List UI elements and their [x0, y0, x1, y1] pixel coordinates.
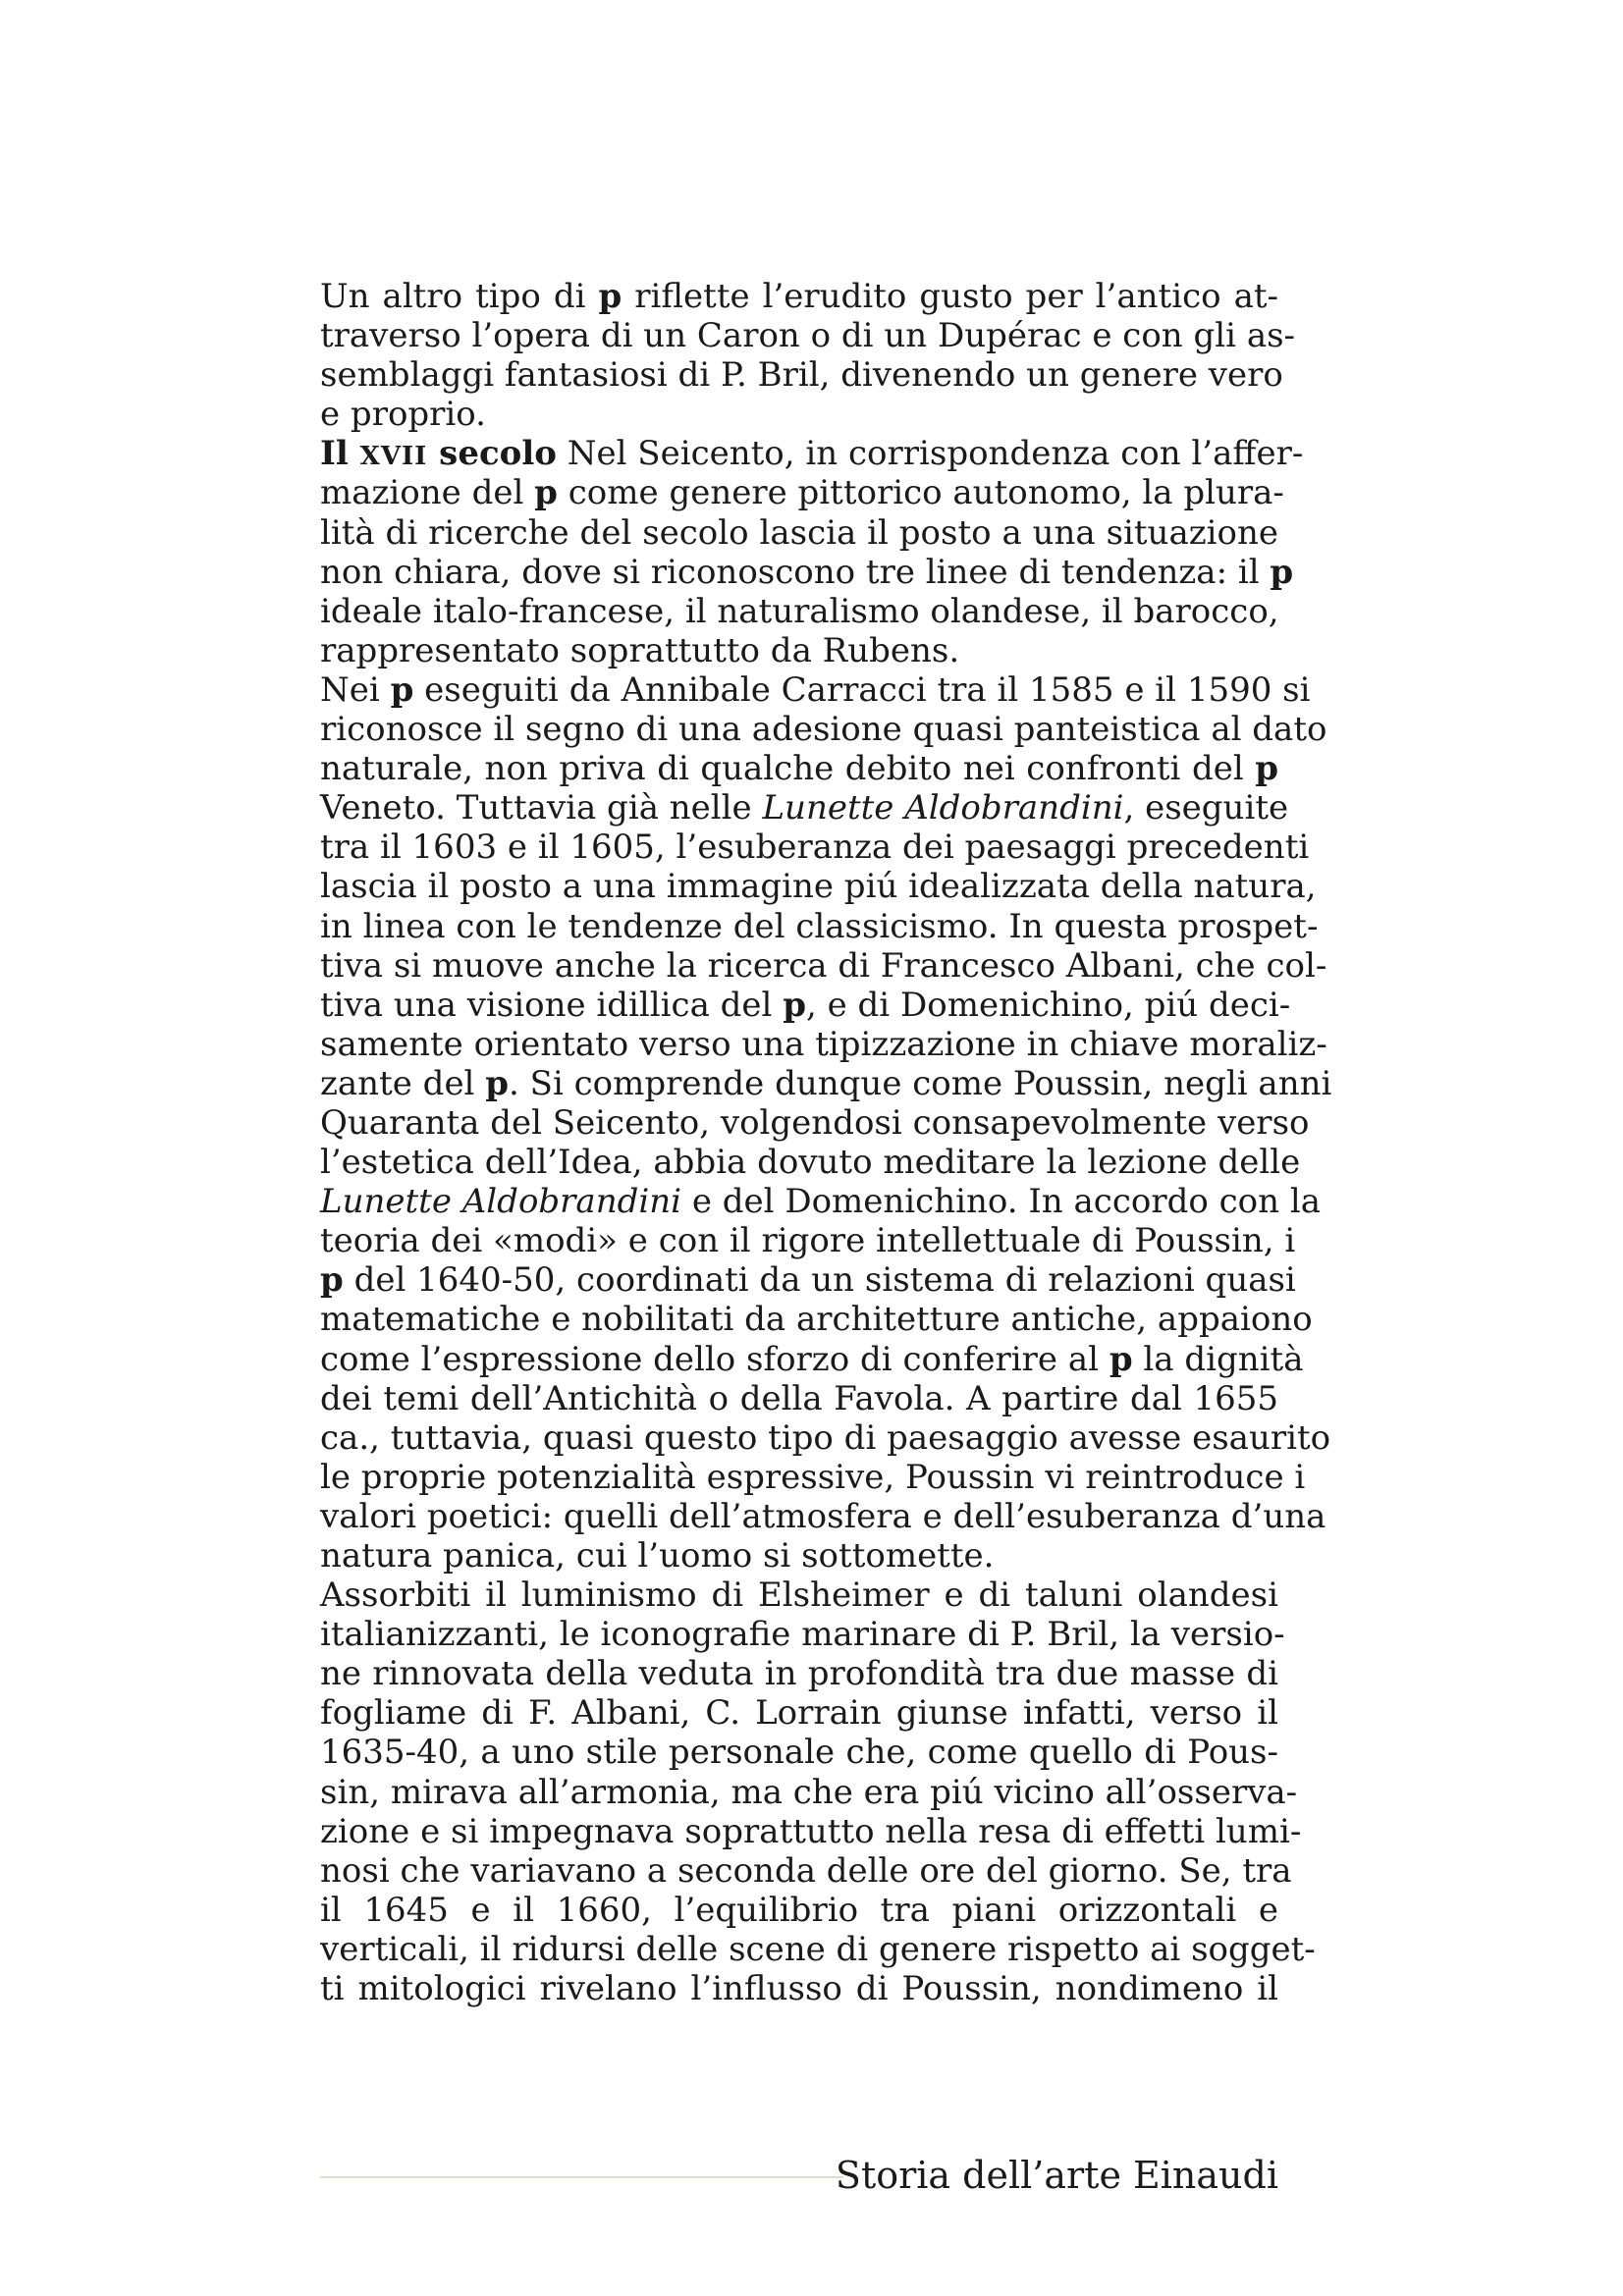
text-run: semblaggi fantasiosi di P. Bril, divenendo un genere vero — [320, 355, 1283, 396]
text-run: ideale italo-francese, il naturalismo olandese, il barocco, — [320, 591, 1279, 631]
text-run: , e di Domenichino, piú deci- — [806, 985, 1291, 1025]
text-run: zante del — [320, 1063, 486, 1103]
text-run: eseguiti da Annibale Carracci tra il 1585 e il 1590 si — [413, 669, 1311, 710]
text-run: valori poetici: quelli dell’atmosfera e dell’esuberanza d’una — [320, 1496, 1326, 1536]
bold-term: p — [485, 1063, 510, 1103]
italic-title: Lunette Aldobrandini — [320, 1182, 682, 1222]
text-line — [320, 1850, 1292, 1891]
text-line — [320, 1182, 1321, 1222]
bold-term: Il — [320, 434, 360, 474]
text-run: dei temi dell’Antichità o della Favola. A partire dal 1655 — [320, 1378, 1278, 1418]
text-run: non chiara, dove si riconoscono tre linee di tendenza: il — [320, 552, 1271, 592]
text-run: fogliame di F. Albani, C. Lorrain giunse infatti, verso il — [320, 1693, 1278, 1734]
text-line — [320, 631, 1278, 670]
text-run: e proprio. — [320, 395, 486, 435]
text-line — [320, 1575, 1278, 1615]
bold-term: p — [390, 669, 414, 710]
text-run: il 1645 e il 1660, l’equilibrio tra piani orizzontali e — [320, 1890, 1278, 1930]
text-run: ti mitologici rivelano l’influsso di Poussin, nondimeno il — [320, 1969, 1278, 2009]
text-line — [320, 1891, 1278, 1930]
text-line — [320, 552, 1294, 592]
text-run: lascia il posto a una immagine piú idealizzata della natura, — [320, 867, 1317, 907]
text-run: rappresentato soprattutto da Rubens. — [320, 630, 960, 670]
bold-term: p — [783, 985, 806, 1025]
text-run: . Si comprende dunque come Poussin, negli anni — [509, 1063, 1332, 1103]
text-run: sin, mirava all’armonia, ma che era piú vicino all’osserva- — [320, 1772, 1298, 1812]
text-line — [320, 1654, 1278, 1693]
text-line — [320, 1143, 1301, 1183]
text-run: 1635-40, a uno stile personale che, come quello di Pous- — [320, 1733, 1278, 1773]
text-line — [320, 1417, 1331, 1458]
text-line — [320, 945, 1327, 986]
text-line — [320, 513, 1278, 553]
text-line — [320, 1733, 1278, 1772]
text-line — [320, 1929, 1316, 1969]
text-line — [320, 395, 1278, 434]
body-text — [320, 277, 1332, 2009]
text-line — [320, 1339, 1304, 1379]
text-line — [320, 355, 1283, 396]
text-run: natura panica, cui l’uomo si sottomette. — [320, 1536, 995, 1575]
text-run: ca., tuttavia, quasi questo tipo di paesaggio avesse esaurito — [320, 1417, 1331, 1458]
bold-term: p — [598, 277, 622, 316]
text-run: la dignità — [1132, 1339, 1304, 1379]
text-run: Veneto. Tuttavia già nelle — [320, 788, 763, 828]
text-run: tiva una visione idillica del — [320, 985, 784, 1025]
text-line — [320, 592, 1278, 631]
text-line — [320, 1536, 1278, 1575]
text-run: in linea con le tendenze del classicismo. In questa prospet- — [320, 906, 1319, 946]
bold-term: p — [534, 473, 558, 513]
text-run: Nel Seicento, in corrispondenza con l’affer- — [556, 434, 1304, 474]
text-line — [320, 1300, 1313, 1340]
text-line — [320, 434, 1304, 474]
bold-term: secolo — [427, 434, 557, 474]
text-line — [320, 906, 1319, 946]
text-run: matematiche e nobilitati da architetture antiche, appaiono — [320, 1300, 1313, 1340]
text-run: nosi che variavano a seconda delle ore del giorno. Se, tra — [320, 1850, 1292, 1891]
text-run: Nei — [320, 669, 391, 710]
text-line — [320, 1772, 1298, 1812]
text-line — [320, 1063, 1332, 1103]
text-line — [320, 788, 1289, 828]
text-line — [320, 1969, 1278, 2008]
text-run: verticali, il ridursi delle scene di genere rispetto ai sogget- — [320, 1929, 1316, 1969]
text-line — [320, 1221, 1296, 1261]
text-line — [320, 1811, 1302, 1851]
text-run: traverso l’opera di un Caron o di un Dupérac e con gli as- — [320, 316, 1296, 356]
text-run: naturale, non priva di qualche debito nei confronti del — [320, 749, 1256, 789]
text-run: tiva si muove anche la ricerca di Francesco Albani, che col- — [320, 945, 1327, 986]
text-line — [320, 1024, 1327, 1064]
text-run: le proprie potenzialità espressive, Poussin vi reintroduce i — [320, 1457, 1306, 1497]
small-caps-numeral: XVII — [359, 442, 428, 472]
text-line — [320, 1102, 1310, 1143]
text-line — [320, 1496, 1326, 1536]
text-run: Un altro tipo di — [320, 277, 599, 316]
footer-rule — [320, 2176, 843, 2178]
text-run: come l’espressione dello sforzo di conferire al — [320, 1339, 1109, 1379]
text-line — [320, 1693, 1278, 1733]
text-line — [320, 867, 1317, 907]
text-run: italianizzanti, le iconografie marinare di P. Bril, la versio- — [320, 1615, 1285, 1655]
text-line — [320, 1260, 1296, 1301]
italic-title: Lunette Aldobrandini — [762, 788, 1124, 828]
bold-term: p — [320, 1260, 344, 1301]
text-run: Assorbiti il luminismo di Elsheimer e di taluni olandesi — [320, 1575, 1278, 1616]
footer-title: Storia dell’arte Einaudi — [835, 2154, 1278, 2197]
text-run: mazione del — [320, 473, 535, 513]
text-line — [320, 669, 1311, 710]
text-line — [320, 316, 1296, 356]
bold-term: p — [1270, 552, 1294, 592]
text-line — [320, 749, 1278, 788]
text-run: come genere pittorico autonomo, la plura- — [557, 473, 1284, 513]
text-run: , eseguite — [1123, 788, 1289, 828]
bold-term: p — [1255, 749, 1278, 789]
text-run: samente orientato verso una tipizzazione in chiave moraliz- — [320, 1024, 1327, 1064]
text-run: teoria dei «modi» e con il rigore intellettuale di Poussin, i — [320, 1221, 1296, 1261]
bold-term: p — [1109, 1339, 1133, 1379]
text-line — [320, 828, 1310, 868]
text-run: ne rinnovata della veduta in profondità tra due masse di — [320, 1654, 1278, 1694]
text-line — [320, 985, 1291, 1025]
text-run: del 1640-50, coordinati da un sistema di relazioni quasi — [343, 1260, 1296, 1301]
text-run: l’estetica dell’Idea, abbia dovuto meditare la lezione delle — [320, 1143, 1301, 1183]
text-run: zione e si impegnava soprattutto nella resa di effetti lumi- — [320, 1811, 1302, 1851]
text-run: e del Domenichino. In accordo con la — [681, 1182, 1321, 1222]
text-line — [320, 1379, 1278, 1418]
text-line — [320, 277, 1278, 316]
text-run: riflette l’erudito gusto per l’antico at- — [622, 277, 1278, 316]
text-run: tra il 1603 e il 1605, l’esuberanza dei paesaggi precedenti — [320, 828, 1310, 868]
text-run: lità di ricerche del secolo lascia il posto a una situazione — [320, 512, 1278, 553]
text-run: riconosce il segno di una adesione quasi panteistica al dato — [320, 710, 1327, 750]
text-line — [320, 710, 1327, 750]
text-run: Quaranta del Seicento, volgendosi consapevolmente verso — [320, 1102, 1310, 1143]
text-line — [320, 473, 1284, 513]
text-line — [320, 1615, 1285, 1655]
text-line — [320, 1457, 1306, 1497]
